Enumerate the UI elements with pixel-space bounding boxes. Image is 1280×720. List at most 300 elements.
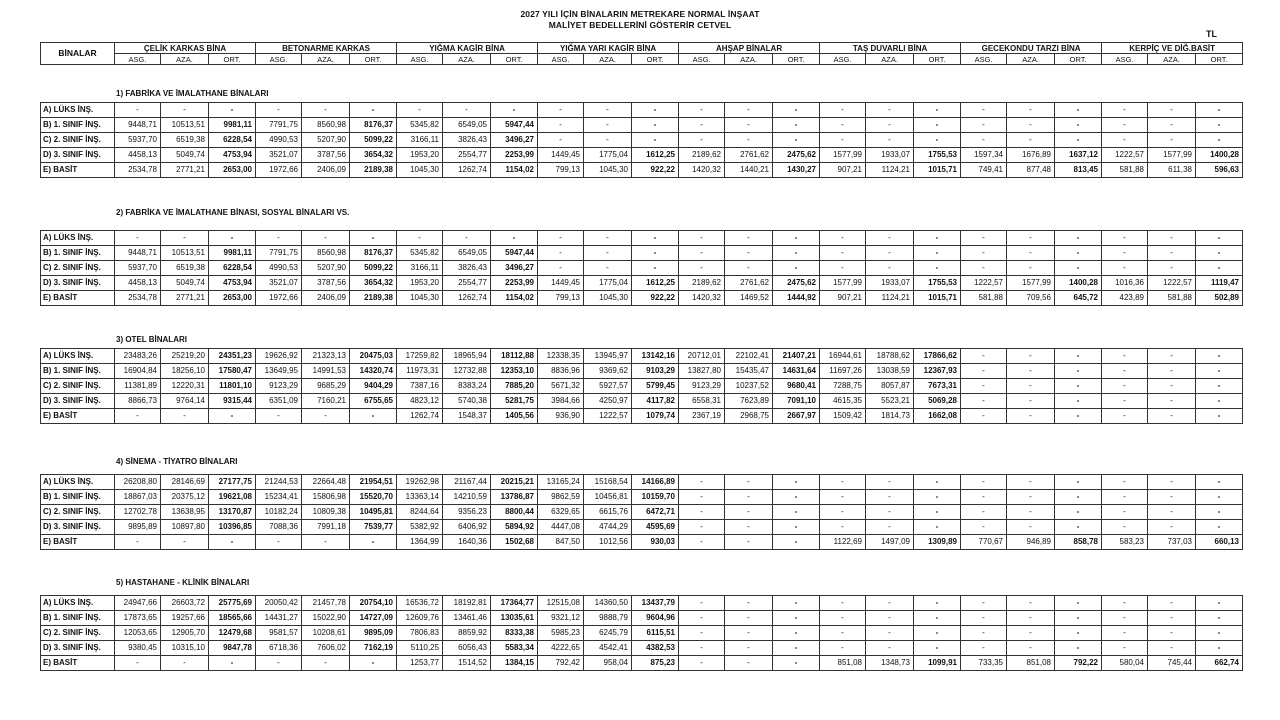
cost-cell: 4447,08 xyxy=(538,520,584,535)
cost-cell: - xyxy=(820,103,866,118)
row-label: A) LÜKS İNŞ. xyxy=(41,596,115,611)
average-cost-cell: 502,89 xyxy=(1196,291,1243,306)
cost-cell: - xyxy=(1102,133,1148,148)
average-cost-cell: 5099,22 xyxy=(350,133,397,148)
cost-cell: - xyxy=(302,656,350,671)
average-cost-cell: - xyxy=(1055,490,1102,505)
average-cost-cell: 1444,92 xyxy=(773,291,820,306)
average-cost-cell: 4595,69 xyxy=(632,520,679,535)
cost-cell: 1953,20 xyxy=(397,148,443,163)
cost-cell: 7387,16 xyxy=(397,379,443,394)
cost-cell: 907,21 xyxy=(820,163,866,178)
cost-cell: 10315,10 xyxy=(161,641,209,656)
cost-cell: 1222,57 xyxy=(961,276,1007,291)
sub-header-cell: AZA. xyxy=(725,54,773,65)
average-cost-cell: - xyxy=(773,118,820,133)
average-cost-cell: 2667,97 xyxy=(773,409,820,424)
row-label: B) 1. SINIF İNŞ. xyxy=(41,364,115,379)
row-label: A) LÜKS İNŞ. xyxy=(41,349,115,364)
sub-header-cell: ASG. xyxy=(961,54,1007,65)
average-cost-cell: - xyxy=(914,505,961,520)
cost-cell: 12053,65 xyxy=(115,626,161,641)
cost-cell: 7088,36 xyxy=(256,520,302,535)
sub-header-cell: ASG. xyxy=(538,54,584,65)
cost-cell: - xyxy=(679,520,725,535)
cost-cell: - xyxy=(961,641,1007,656)
average-cost-cell: - xyxy=(1196,490,1243,505)
row-label: D) 3. SINIF İNŞ. xyxy=(41,641,115,656)
average-cost-cell: 1612,25 xyxy=(632,276,679,291)
average-cost-cell: 1405,56 xyxy=(491,409,538,424)
sub-header-cell: AZA. xyxy=(584,54,632,65)
cost-cell: - xyxy=(725,490,773,505)
cost-cell: 12732,88 xyxy=(443,364,491,379)
cost-cell: 1364,99 xyxy=(397,535,443,550)
cost-cell: 1514,52 xyxy=(443,656,491,671)
cost-cell: - xyxy=(866,246,914,261)
average-cost-cell: - xyxy=(1196,626,1243,641)
row-label: E) BASİT xyxy=(41,656,115,671)
average-cost-cell: 1662,08 xyxy=(914,409,961,424)
average-cost-cell: 14320,74 xyxy=(350,364,397,379)
cost-cell: 1440,21 xyxy=(725,163,773,178)
cost-cell: 7991,18 xyxy=(302,520,350,535)
cost-cell: - xyxy=(866,118,914,133)
average-cost-cell: - xyxy=(1196,103,1243,118)
cost-cell: 1222,57 xyxy=(584,409,632,424)
average-cost-cell: - xyxy=(350,103,397,118)
average-cost-cell: 8333,38 xyxy=(491,626,538,641)
cost-cell: - xyxy=(1148,641,1196,656)
cost-cell: 15022,90 xyxy=(302,611,350,626)
average-cost-cell: 8800,44 xyxy=(491,505,538,520)
cost-cell: 2554,77 xyxy=(443,148,491,163)
cost-cell: - xyxy=(725,505,773,520)
cost-cell: - xyxy=(820,246,866,261)
average-cost-cell: - xyxy=(914,118,961,133)
cost-cell: - xyxy=(1007,246,1055,261)
cost-cell: 4458,13 xyxy=(115,148,161,163)
cost-cell: 1348,73 xyxy=(866,656,914,671)
average-cost-cell: - xyxy=(773,535,820,550)
average-cost-cell: - xyxy=(1196,379,1243,394)
row-label: D) 3. SINIF İNŞ. xyxy=(41,520,115,535)
cost-cell: 1933,07 xyxy=(866,276,914,291)
average-cost-cell: 10159,70 xyxy=(632,490,679,505)
cost-cell: 6329,65 xyxy=(538,505,584,520)
row-label: D) 3. SINIF İNŞ. xyxy=(41,276,115,291)
cost-cell: - xyxy=(1102,475,1148,490)
average-cost-cell: - xyxy=(1196,409,1243,424)
average-cost-cell: - xyxy=(1196,364,1243,379)
cost-cell: 6519,38 xyxy=(161,261,209,276)
average-cost-cell: 1400,28 xyxy=(1196,148,1243,163)
cost-cell: - xyxy=(961,364,1007,379)
cost-cell: - xyxy=(820,505,866,520)
cost-cell: - xyxy=(1148,261,1196,276)
average-cost-cell: 645,72 xyxy=(1055,291,1102,306)
average-cost-cell: 5099,22 xyxy=(350,261,397,276)
cost-cell: 19257,66 xyxy=(161,611,209,626)
row-label: A) LÜKS İNŞ. xyxy=(41,475,115,490)
average-cost-cell: 13142,16 xyxy=(632,349,679,364)
average-cost-cell: - xyxy=(1055,596,1102,611)
average-cost-cell: 4382,53 xyxy=(632,641,679,656)
cost-cell: 4990,53 xyxy=(256,261,302,276)
sub-header-cell: ORT. xyxy=(1196,54,1243,65)
average-cost-cell: - xyxy=(1196,246,1243,261)
average-cost-cell: - xyxy=(1055,103,1102,118)
cost-cell: 792,42 xyxy=(538,656,584,671)
table-row xyxy=(41,641,1243,656)
cost-cell: 770,67 xyxy=(961,535,1007,550)
average-cost-cell: 5947,44 xyxy=(491,118,538,133)
row-label: C) 2. SINIF İNŞ. xyxy=(41,379,115,394)
sub-header-cell: AZA. xyxy=(1148,54,1196,65)
cost-cell: 3166,11 xyxy=(397,261,443,276)
cost-cell: 1449,45 xyxy=(538,148,584,163)
table-row xyxy=(41,231,1243,246)
cost-cell: 2367,19 xyxy=(679,409,725,424)
average-cost-cell: 9981,11 xyxy=(209,246,256,261)
cost-cell: 9685,29 xyxy=(302,379,350,394)
cost-cell: - xyxy=(820,490,866,505)
cost-cell: 25219,20 xyxy=(161,349,209,364)
cost-cell: 9895,89 xyxy=(115,520,161,535)
sub-header-cell: ASG. xyxy=(679,54,725,65)
cost-cell: - xyxy=(1148,118,1196,133)
cost-cell: - xyxy=(538,231,584,246)
cost-cell: 15806,98 xyxy=(302,490,350,505)
cost-cell: 2554,77 xyxy=(443,276,491,291)
cost-cell: 2771,21 xyxy=(161,163,209,178)
cost-cell: 5049,74 xyxy=(161,276,209,291)
average-cost-cell: 660,13 xyxy=(1196,535,1243,550)
cost-cell: 1469,52 xyxy=(725,291,773,306)
cost-cell: 799,13 xyxy=(538,163,584,178)
cost-cell: - xyxy=(679,641,725,656)
row-label: E) BASİT xyxy=(41,535,115,550)
table-row xyxy=(41,611,1243,626)
cost-cell: 4458,13 xyxy=(115,276,161,291)
cost-cell: 581,88 xyxy=(1102,163,1148,178)
average-cost-cell: 5069,28 xyxy=(914,394,961,409)
cost-cell: 18788,62 xyxy=(866,349,914,364)
cost-cell: 799,13 xyxy=(538,291,584,306)
cost-cell: 4250,97 xyxy=(584,394,632,409)
cost-cell: - xyxy=(679,261,725,276)
cost-cell: - xyxy=(820,133,866,148)
cost-cell: - xyxy=(1007,364,1055,379)
cost-cell: - xyxy=(866,231,914,246)
document-subtitle: MALİYET BEDELLERİNİ GÖSTERİR CETVEL xyxy=(548,20,732,30)
cost-cell: - xyxy=(1148,505,1196,520)
average-cost-cell: 21954,51 xyxy=(350,475,397,490)
cost-cell: 21167,44 xyxy=(443,475,491,490)
sub-header-cell: ASG. xyxy=(397,54,443,65)
cost-cell: - xyxy=(961,379,1007,394)
cost-cell: 2189,62 xyxy=(679,148,725,163)
average-cost-cell: 2475,62 xyxy=(773,148,820,163)
cost-cell: - xyxy=(1007,490,1055,505)
average-cost-cell: - xyxy=(209,656,256,671)
cost-cell: - xyxy=(1148,133,1196,148)
cost-cell: - xyxy=(115,103,161,118)
cost-cell: 2406,09 xyxy=(302,163,350,178)
cost-cell: 5927,57 xyxy=(584,379,632,394)
cost-cell: 16944,61 xyxy=(820,349,866,364)
cost-cell: 3787,56 xyxy=(302,148,350,163)
cost-cell: 6558,31 xyxy=(679,394,725,409)
row-label: B) 1. SINIF İNŞ. xyxy=(41,490,115,505)
cost-cell: 17259,82 xyxy=(397,349,443,364)
section-table xyxy=(40,102,1243,178)
cost-cell: - xyxy=(397,231,443,246)
section-table xyxy=(40,474,1243,550)
average-cost-cell: 6228,54 xyxy=(209,261,256,276)
table-row xyxy=(41,103,1243,118)
table-row xyxy=(41,656,1243,671)
cost-cell: - xyxy=(1007,118,1055,133)
sub-header-cell: AZA. xyxy=(302,54,350,65)
row-label: A) LÜKS İNŞ. xyxy=(41,231,115,246)
cost-cell: - xyxy=(1148,349,1196,364)
cost-cell: 9369,62 xyxy=(584,364,632,379)
cost-cell: 611,38 xyxy=(1148,163,1196,178)
cost-cell: 1222,57 xyxy=(1102,148,1148,163)
cost-cell: 1420,32 xyxy=(679,163,725,178)
cost-cell: - xyxy=(820,475,866,490)
cost-cell: - xyxy=(961,246,1007,261)
cost-cell: - xyxy=(866,133,914,148)
cost-cell: - xyxy=(1007,349,1055,364)
cost-cell: - xyxy=(679,103,725,118)
cost-cell: 6549,05 xyxy=(443,118,491,133)
cost-cell: 8244,64 xyxy=(397,505,443,520)
cost-cell: 16904,84 xyxy=(115,364,161,379)
cost-cell: 1253,77 xyxy=(397,656,443,671)
cost-cell: - xyxy=(679,505,725,520)
cost-cell: 8836,96 xyxy=(538,364,584,379)
average-cost-cell: - xyxy=(632,231,679,246)
average-cost-cell: 19621,08 xyxy=(209,490,256,505)
cost-cell: 9581,57 xyxy=(256,626,302,641)
average-cost-cell: 25775,69 xyxy=(209,596,256,611)
cost-cell: - xyxy=(866,611,914,626)
cost-cell: 10237,52 xyxy=(725,379,773,394)
cost-cell: - xyxy=(1102,596,1148,611)
average-cost-cell: 10495,81 xyxy=(350,505,397,520)
average-cost-cell: - xyxy=(491,231,538,246)
average-cost-cell: 5583,34 xyxy=(491,641,538,656)
cost-cell: - xyxy=(115,231,161,246)
row-label: E) BASİT xyxy=(41,291,115,306)
average-cost-cell: - xyxy=(632,261,679,276)
cost-cell: 9123,29 xyxy=(679,379,725,394)
cost-cell: 4222,65 xyxy=(538,641,584,656)
table-row xyxy=(41,490,1243,505)
cost-cell: 9380,45 xyxy=(115,641,161,656)
cost-cell: 20050,42 xyxy=(256,596,302,611)
average-cost-cell: - xyxy=(1196,349,1243,364)
cost-cell: 19262,98 xyxy=(397,475,443,490)
cost-cell: 745,44 xyxy=(1148,656,1196,671)
average-cost-cell: - xyxy=(1055,475,1102,490)
cost-cell: - xyxy=(679,133,725,148)
average-cost-cell: - xyxy=(773,246,820,261)
cost-cell: 6519,38 xyxy=(161,133,209,148)
cost-cell: 13363,14 xyxy=(397,490,443,505)
cost-cell: 958,04 xyxy=(584,656,632,671)
average-cost-cell: - xyxy=(350,231,397,246)
cost-cell: - xyxy=(1148,611,1196,626)
cost-cell: - xyxy=(1102,520,1148,535)
average-cost-cell: - xyxy=(773,520,820,535)
binalar-header: BİNALAR xyxy=(41,43,115,65)
average-cost-cell: - xyxy=(1055,379,1102,394)
cost-cell: 1577,99 xyxy=(1007,276,1055,291)
cost-cell: - xyxy=(1007,505,1055,520)
cost-cell: 3787,56 xyxy=(302,276,350,291)
cost-cell: 5382,92 xyxy=(397,520,443,535)
group-header: BETONARME KARKAS xyxy=(256,43,397,54)
average-cost-cell: 2189,38 xyxy=(350,163,397,178)
average-cost-cell: - xyxy=(1196,596,1243,611)
average-cost-cell: 7673,31 xyxy=(914,379,961,394)
average-cost-cell: - xyxy=(914,596,961,611)
cost-cell: 1124,21 xyxy=(866,291,914,306)
group-header: ÇELİK KARKAS BİNA xyxy=(115,43,256,54)
cost-cell: - xyxy=(866,505,914,520)
cost-cell: - xyxy=(679,246,725,261)
cost-cell: 5937,70 xyxy=(115,261,161,276)
row-label: A) LÜKS İNŞ. xyxy=(41,103,115,118)
average-cost-cell: - xyxy=(209,231,256,246)
group-header: KERPİÇ VE DİĞ.BASİT xyxy=(1102,43,1243,54)
cost-cell: - xyxy=(725,118,773,133)
average-cost-cell: 18112,88 xyxy=(491,349,538,364)
average-cost-cell: 12367,93 xyxy=(914,364,961,379)
header-table xyxy=(40,42,1243,65)
cost-cell: - xyxy=(584,118,632,133)
cost-cell: 5523,21 xyxy=(866,394,914,409)
cost-cell: 1045,30 xyxy=(584,163,632,178)
average-cost-cell: 3654,32 xyxy=(350,148,397,163)
cost-cell: 5671,32 xyxy=(538,379,584,394)
average-cost-cell: 7091,10 xyxy=(773,394,820,409)
cost-cell: 3521,07 xyxy=(256,276,302,291)
cost-cell: 907,21 xyxy=(820,291,866,306)
average-cost-cell: 9895,09 xyxy=(350,626,397,641)
table-row xyxy=(41,276,1243,291)
table-row xyxy=(41,118,1243,133)
cost-cell: 22664,48 xyxy=(302,475,350,490)
average-cost-cell: 2475,62 xyxy=(773,276,820,291)
cost-cell: 5345,82 xyxy=(397,118,443,133)
average-cost-cell: - xyxy=(1196,231,1243,246)
average-cost-cell: - xyxy=(1055,364,1102,379)
cost-cell: 2534,78 xyxy=(115,163,161,178)
cost-cell: - xyxy=(256,656,302,671)
cost-cell: 1548,37 xyxy=(443,409,491,424)
cost-cell: - xyxy=(679,118,725,133)
average-cost-cell: 8176,37 xyxy=(350,246,397,261)
cost-cell: 21244,53 xyxy=(256,475,302,490)
cost-cell: 23483,26 xyxy=(115,349,161,364)
cost-cell: 9123,29 xyxy=(256,379,302,394)
cost-cell: - xyxy=(538,118,584,133)
average-cost-cell: - xyxy=(773,641,820,656)
cost-cell: 8057,87 xyxy=(866,379,914,394)
average-cost-cell: - xyxy=(914,641,961,656)
average-cost-cell: - xyxy=(773,626,820,641)
average-cost-cell: 1119,47 xyxy=(1196,276,1243,291)
cost-cell: - xyxy=(1148,490,1196,505)
cost-cell: 936,90 xyxy=(538,409,584,424)
table-row xyxy=(41,535,1243,550)
average-cost-cell: 5281,75 xyxy=(491,394,538,409)
table-row xyxy=(41,596,1243,611)
cost-cell: 581,88 xyxy=(1148,291,1196,306)
cost-cell: 5740,38 xyxy=(443,394,491,409)
cost-cell: 1814,73 xyxy=(866,409,914,424)
cost-cell: 7160,21 xyxy=(302,394,350,409)
cost-cell: - xyxy=(443,231,491,246)
cost-cell: 1045,30 xyxy=(397,291,443,306)
cost-cell: 709,56 xyxy=(1007,291,1055,306)
average-cost-cell: - xyxy=(773,596,820,611)
cost-cell: 3521,07 xyxy=(256,148,302,163)
cost-cell: - xyxy=(725,656,773,671)
sub-header-cell: ORT. xyxy=(632,54,679,65)
cost-cell: 14210,59 xyxy=(443,490,491,505)
average-cost-cell: - xyxy=(1055,349,1102,364)
average-cost-cell: - xyxy=(1055,611,1102,626)
cost-cell: - xyxy=(866,103,914,118)
cost-cell: - xyxy=(302,535,350,550)
cost-cell: - xyxy=(820,626,866,641)
average-cost-cell: 9604,96 xyxy=(632,611,679,626)
section-title: 4) SİNEMA - TİYATRO BİNALARI xyxy=(116,457,238,466)
cost-cell: - xyxy=(161,231,209,246)
cost-cell: - xyxy=(1102,364,1148,379)
table-row xyxy=(41,475,1243,490)
cost-cell: - xyxy=(1007,596,1055,611)
cost-cell: 20712,01 xyxy=(679,349,725,364)
cost-cell: 8859,92 xyxy=(443,626,491,641)
table-row xyxy=(41,520,1243,535)
cost-cell: - xyxy=(725,103,773,118)
cost-cell: - xyxy=(725,231,773,246)
cost-cell: 2534,78 xyxy=(115,291,161,306)
cost-cell: - xyxy=(302,231,350,246)
group-header: YIĞMA KAGİR BİNA xyxy=(397,43,538,54)
cost-cell: - xyxy=(1007,379,1055,394)
average-cost-cell: 5799,45 xyxy=(632,379,679,394)
cost-cell: - xyxy=(1102,641,1148,656)
cost-cell: 4542,41 xyxy=(584,641,632,656)
average-cost-cell: 6472,71 xyxy=(632,505,679,520)
average-cost-cell: 6755,65 xyxy=(350,394,397,409)
cost-cell: - xyxy=(820,596,866,611)
section-table xyxy=(40,348,1243,424)
cost-cell: - xyxy=(961,611,1007,626)
average-cost-cell: - xyxy=(914,133,961,148)
average-cost-cell: 2253,99 xyxy=(491,276,538,291)
cost-cell: - xyxy=(1007,103,1055,118)
cost-cell: 1124,21 xyxy=(866,163,914,178)
average-cost-cell: 5894,92 xyxy=(491,520,538,535)
